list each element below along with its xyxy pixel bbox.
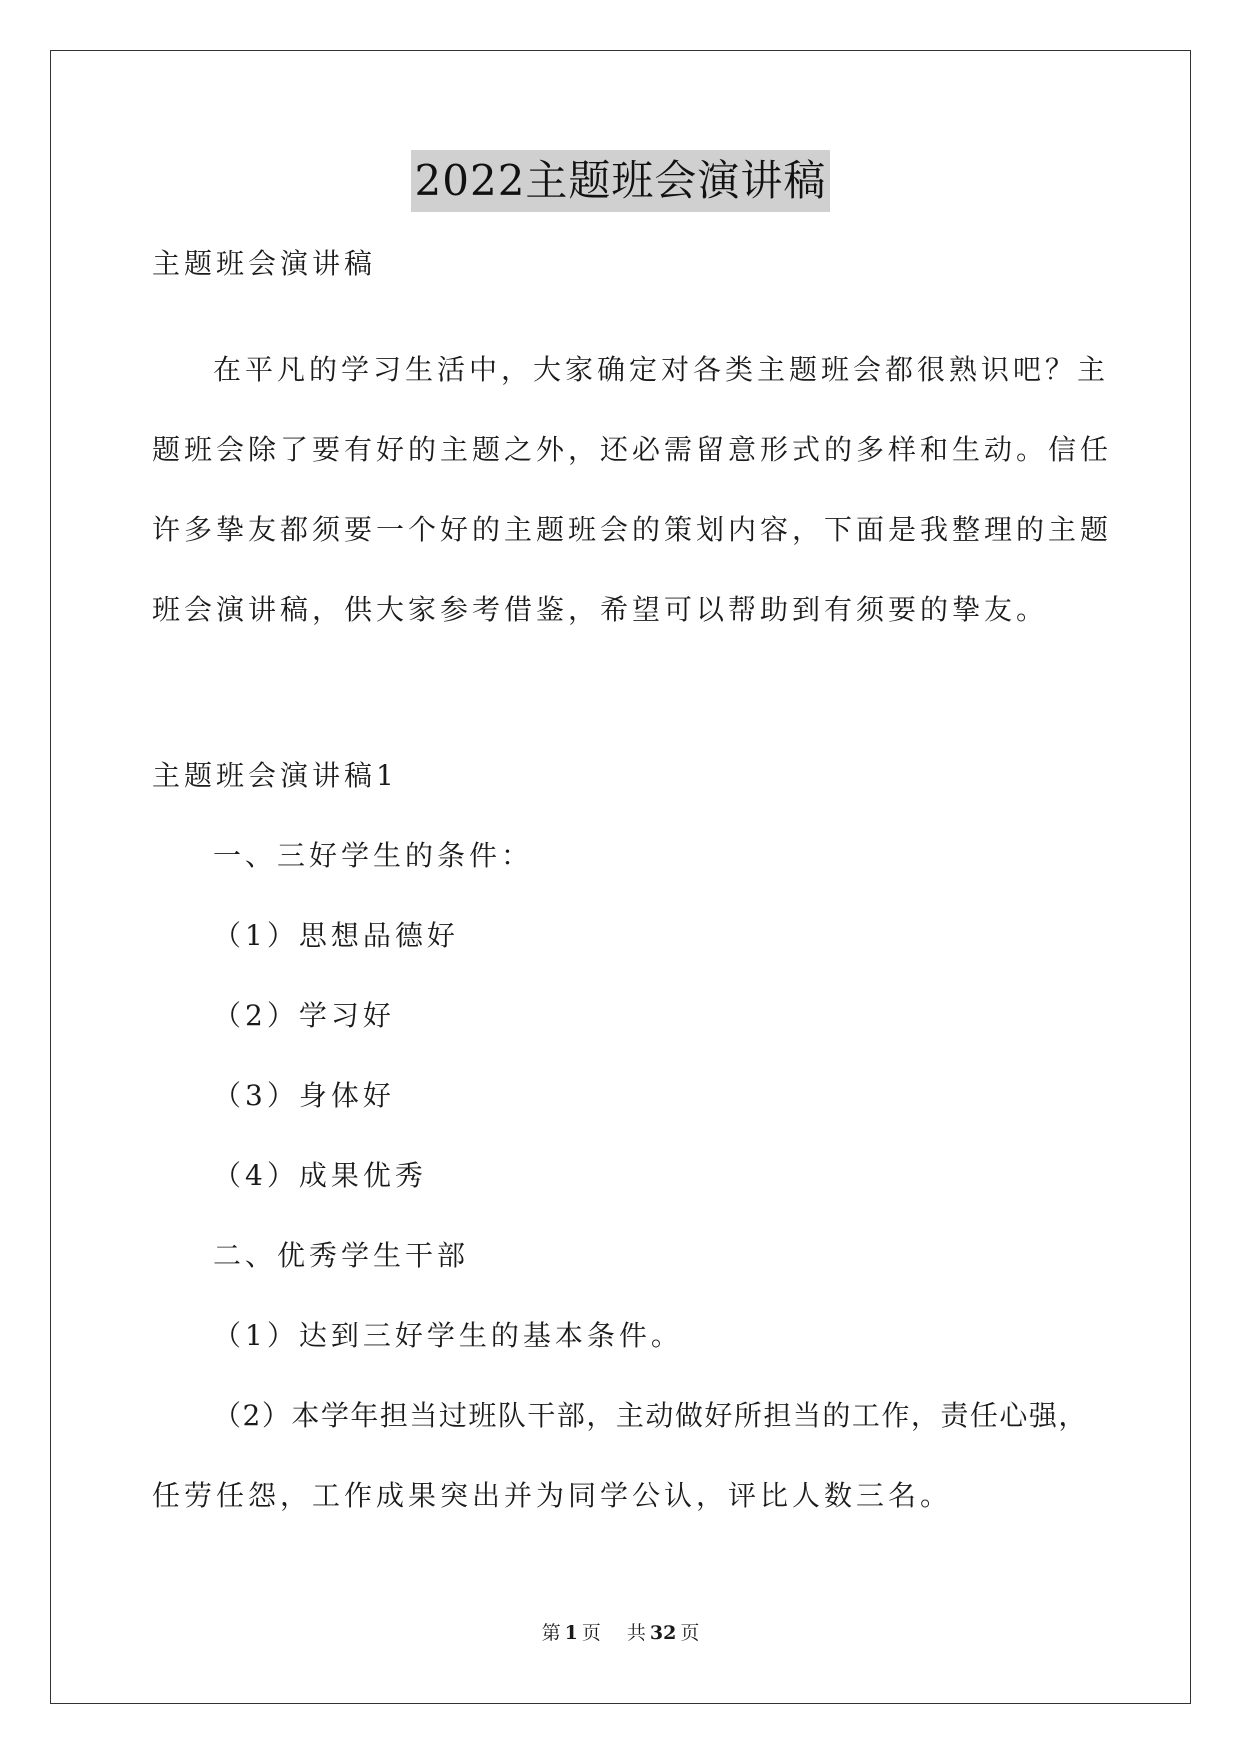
- page-border: [50, 50, 1191, 1704]
- total-label-prefix: 共: [626, 1622, 646, 1644]
- total-pages: 32: [649, 1622, 677, 1644]
- part2-item-2: （2）本学年担当过班队干部，主动做好所担当的工作，责任心强，: [213, 1399, 1088, 1432]
- title-wrap: [0, 150, 1241, 212]
- document-subtitle: 主题班会演讲稿: [152, 247, 377, 280]
- document-title: 2022主题班会演讲稿: [411, 150, 831, 212]
- intro-line-1: 在平凡的学习生活中，大家确定对各类主题班会都很熟识吧？主: [213, 353, 1110, 386]
- part1-item-1: （1）思想品德好: [213, 919, 459, 952]
- total-label-suffix: 页: [680, 1622, 700, 1644]
- part2-heading: 二、优秀学生干部: [213, 1239, 470, 1272]
- intro-line-2: 题班会除了要有好的主题之外，还必需留意形式的多样和生动。信任: [152, 433, 1113, 466]
- page-label-prefix: 第: [541, 1622, 561, 1644]
- part1-item-4: （4）成果优秀: [213, 1159, 427, 1192]
- part1-item-2: （2）学习好: [213, 999, 395, 1032]
- intro-line-4: 班会演讲稿，供大家参考借鉴，希望可以帮助到有须要的挚友。: [152, 593, 1049, 626]
- part1-heading: 一、三好学生的条件：: [213, 839, 534, 872]
- page-label-suffix: 页: [581, 1622, 601, 1644]
- page-footer: [0, 1620, 1241, 1646]
- intro-line-3: 许多挚友都须要一个好的主题班会的策划内容，下面是我整理的主题: [152, 513, 1113, 546]
- section1-heading: 主题班会演讲稿1: [152, 759, 398, 792]
- part1-item-3: （3）身体好: [213, 1079, 395, 1112]
- part2-item-1: （1）达到三好学生的基本条件。: [213, 1319, 683, 1352]
- page-number: 1: [564, 1622, 578, 1644]
- part2-item-2-continued: 任劳任怨，工作成果突出并为同学公认，评比人数三名。: [152, 1479, 953, 1512]
